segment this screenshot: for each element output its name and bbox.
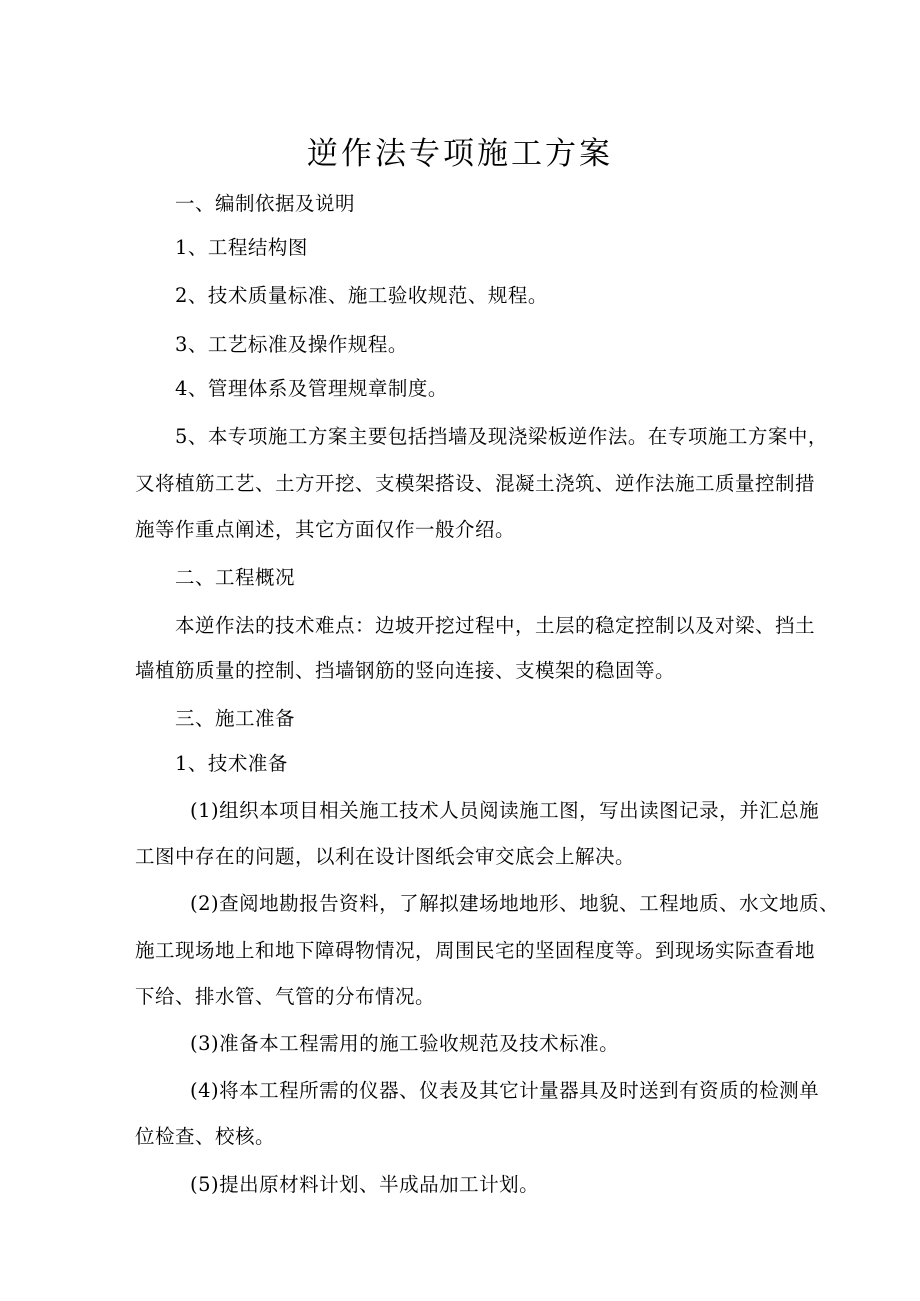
list-item: 2、技术质量标准、施工验收规范、规程。 <box>175 284 548 307</box>
paragraph-line: 下给、排水管、气管的分布情况。 <box>135 985 436 1008</box>
heading-3: 三、施工准备 <box>175 707 296 730</box>
paragraph-line: 工图中存在的问题，以利在设计图纸会审交底会上解决。 <box>135 845 636 868</box>
paragraph-line: 施等作重点阐述，其它方面仅作一般介绍。 <box>135 518 516 541</box>
paragraph-line: (5)提出原材料计划、半成品加工计划。 <box>190 1173 540 1196</box>
paragraph-line: 位检查、校核。 <box>135 1125 276 1148</box>
document-title: 逆作法专项施工方案 <box>307 136 613 172</box>
list-item: 3、工艺标准及操作规程。 <box>175 333 408 356</box>
list-item: 4、管理体系及管理规章制度。 <box>175 377 448 400</box>
paragraph-line: (4)将本工程所需的仪器、仪表及其它计量器具及时送到有资质的检测单 <box>190 1079 820 1102</box>
paragraph-line: (3)准备本工程需用的施工验收规范及技术标准。 <box>190 1032 620 1055</box>
paragraph-line: 施工现场地上和地下障碍物情况，周围民宅的坚固程度等。到现场实际查看地 <box>135 939 816 962</box>
paragraph-line: 本逆作法的技术难点：边坡开挖过程中，土层的稳定控制以及对梁、挡土 <box>175 614 816 637</box>
paragraph-line: (1)组织本项目相关施工技术人员阅读施工图，写出读图记录，并汇总施 <box>190 799 820 822</box>
paragraph-line: (2)查阅地勘报告资料，了解拟建场地地形、地貌、工程地质、水文地质、 <box>190 892 840 915</box>
paragraph-line: 5、本专项施工方案主要包括挡墙及现浇梁板逆作法。在专项施工方案中， <box>175 425 828 448</box>
subheading: 1、技术准备 <box>175 752 288 775</box>
paragraph-line: 又将植筋工艺、土方开挖、支模架搭设、混凝土浇筑、逆作法施工质量控制措 <box>135 472 816 495</box>
heading-2: 二、工程概况 <box>175 566 296 589</box>
heading-1: 一、编制依据及说明 <box>175 192 356 215</box>
paragraph-line: 墙植筋质量的控制、挡墙钢筋的竖向连接、支模架的稳固等。 <box>135 659 676 682</box>
list-item: 1、工程结构图 <box>175 236 308 259</box>
